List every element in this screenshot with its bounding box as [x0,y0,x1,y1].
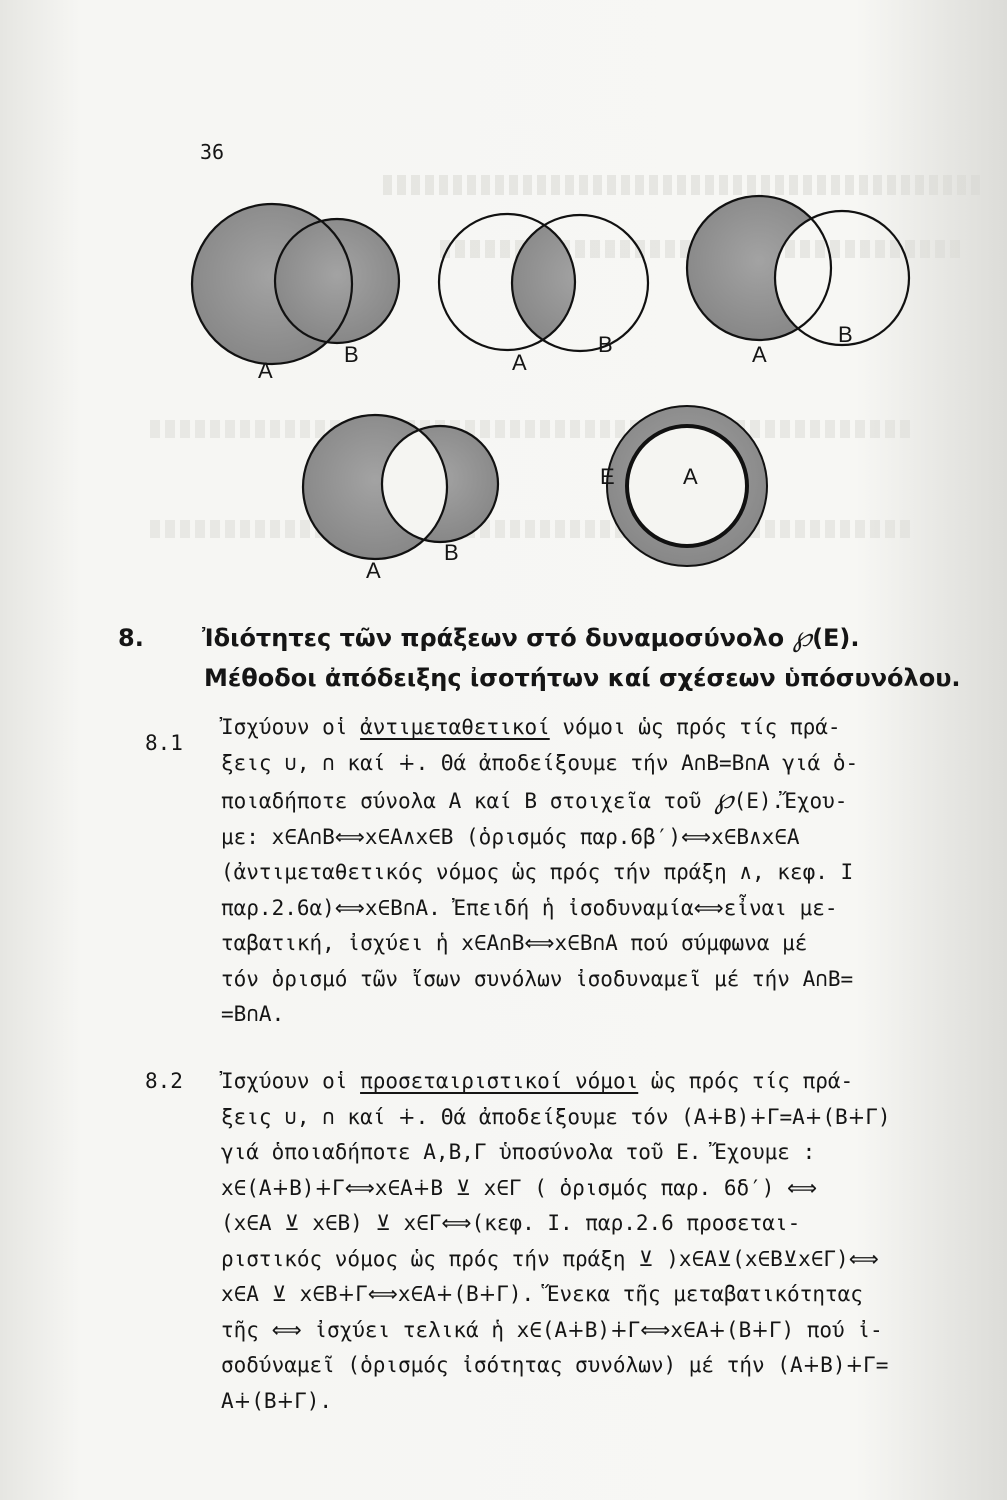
text-line: Α∔(Β∔Γ). [221,1388,333,1413]
text-line: x∈(Α∔Β)∔Γ⟺x∈Α∔Β ⊻ x∈Γ ( ὁρισμός παρ. 6δ′) ⟺ [221,1175,818,1200]
text-line: =Β∩Α. [221,1002,285,1026]
text-segment: νόμοι ὡς πρός τίς πρά- [549,715,841,739]
text-line [145,1064,891,1100]
text-line: τῆς ⟺ ἰσχύει τελικά ἡ x∈(Α∔Β)∔Γ⟺x∈Α∔(Β∔Γ) πού ἰ- [221,1317,883,1342]
text-line: x∈Α ⊻ x∈Β∔Γ⟺x∈Α∔(Β∔Γ). Ἕνεκα τῆς μεταβατικότητας [221,1282,863,1306]
text-segment: ὡς πρός τίς πρά- [638,1069,854,1093]
venn-diagrams [0,0,1007,600]
venn-complement [600,406,767,566]
paragraph-8-1 [145,710,858,1033]
section-title: Ἰδιότητες τῶν πράξεων στό δυναμοσύνολο [202,624,785,652]
text-segment: (Ε).Ἔχου- [733,789,848,813]
label-a: A [366,558,381,583]
underlined-term: προσεταιριστικοί νόμοι [360,1069,639,1093]
section-number: 8. [118,624,144,652]
label-a: A [258,358,273,383]
label-b: B [838,322,853,347]
paragraph-number: 8.2 [145,1069,183,1093]
text-segment: ποιαδήποτε σύνολα Α καί Β στοιχεῖα τοῦ [221,789,715,813]
text-line: (x∈Α ⊻ x∈Β) ⊻ x∈Γ⟺(κεφ. Ι. παρ.2.6 προσεται- [221,1211,801,1235]
label-b: B [444,540,459,565]
section-title-suffix: (Ε). [812,624,860,652]
label-b: B [598,332,613,357]
label-a: A [683,464,698,489]
text-line [145,781,858,820]
text-line: ξεις ∪, ∩ καί ∔. Θά ἀποδείξουμε τήν Α∩Β=Β∩Α γιά ὁ- [221,750,859,775]
powerset-symbol: ℘ [714,782,734,815]
underlined-term: ἀντιμεταθετικοί [360,715,550,739]
text-line: γιά ὁποιαδήποτε Α,Β,Γ ὑποσύνολα τοῦ Ε. Ἔχουμε : [221,1140,816,1164]
text-line: με: x∈Α∩Β⟺x∈Α∧x∈Β (ὁρισμός παρ.6β′)⟺x∈Β∧x∈Α [221,824,800,849]
label-a: A [752,342,767,367]
paragraph-number: 8.1 [145,731,183,755]
text-line: ξεις ∪, ∩ καί ∔. Θά ἀποδείξουμε τόν (Α∔Β)∔Γ=Α∔(Β∔Γ) [221,1104,891,1129]
venn-intersection [439,214,648,375]
text-line: ταβατική, ἰσχύει ἡ x∈Α∩Β⟺x∈Β∩Α πού σύμφωνα μέ [221,931,808,955]
section-heading [118,620,860,653]
text-line: σοδύναμεῖ (ὁρισμός ἰσότητας συνόλων) μέ τήν (Α∔Β)∔Γ= [221,1353,889,1377]
venn-union [192,204,399,383]
venn-difference [687,196,909,367]
text-line [145,710,858,746]
section-subtitle: Μέθοδοι ἀπόδειξης ἰσοτήτων καί σχέσεων ὑπόσυνόλου. [204,664,961,692]
text-line: (ἀντιμεταθετικός νόμος ὡς πρός τήν πράξη ∧, κεφ. Ι [221,860,854,884]
paragraph-8-2 [145,1064,891,1419]
venn-symmetric-difference [303,415,498,583]
label-e: E [600,464,615,489]
page-number: 36 [200,140,225,164]
text-segment: Ἰσχύουν οἱ [221,1069,361,1093]
label-a: A [512,350,527,375]
text-line: ριστικός νόμος ὡς πρός τήν πράξη ⊻ )x∈Α⊻(x∈Β⊻x∈Γ)⟺ [221,1246,879,1271]
text-line: παρ.2.6α)⟺x∈Β∩Α. Ἐπειδή ἡ ἰσοδυναμία⟺εἶναι με- [221,895,838,920]
powerset-symbol: ℘ [792,620,813,653]
text-segment: Ἰσχύουν οἱ [221,715,361,739]
label-b: B [344,342,359,367]
text-line: τόν ὁρισμό τῶν ἴσων συνόλων ἰσοδυναμεῖ μέ τήν Α∩Β= [221,966,854,991]
